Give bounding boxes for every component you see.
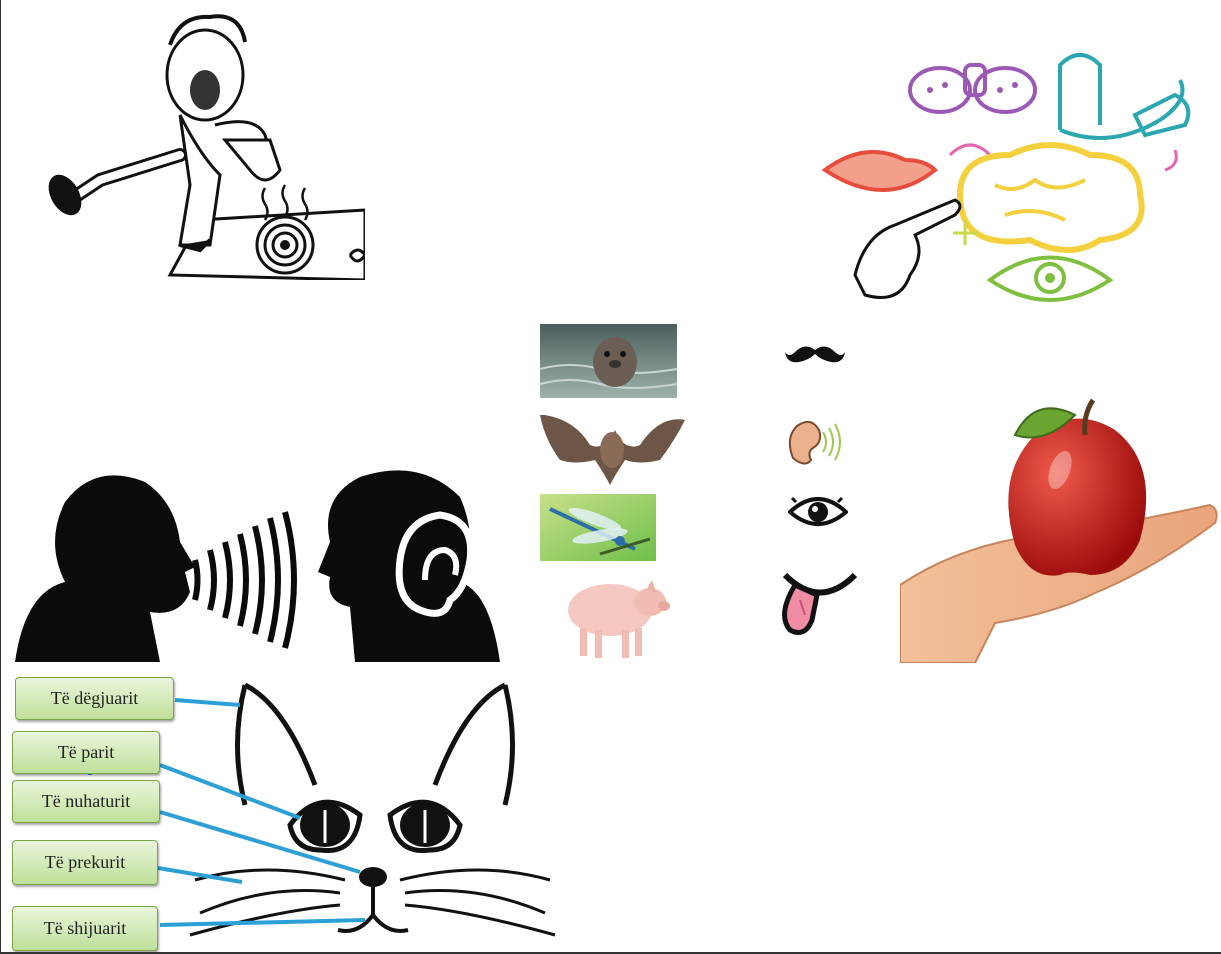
label-touch: Të prekurit: [12, 840, 158, 885]
label-smell: Të nuhaturit: [12, 780, 160, 823]
label-taste: Të shijuarit: [12, 906, 158, 951]
label-hearing: Të dëgjuarit: [15, 677, 174, 720]
label-sight: Të parit: [12, 731, 160, 774]
